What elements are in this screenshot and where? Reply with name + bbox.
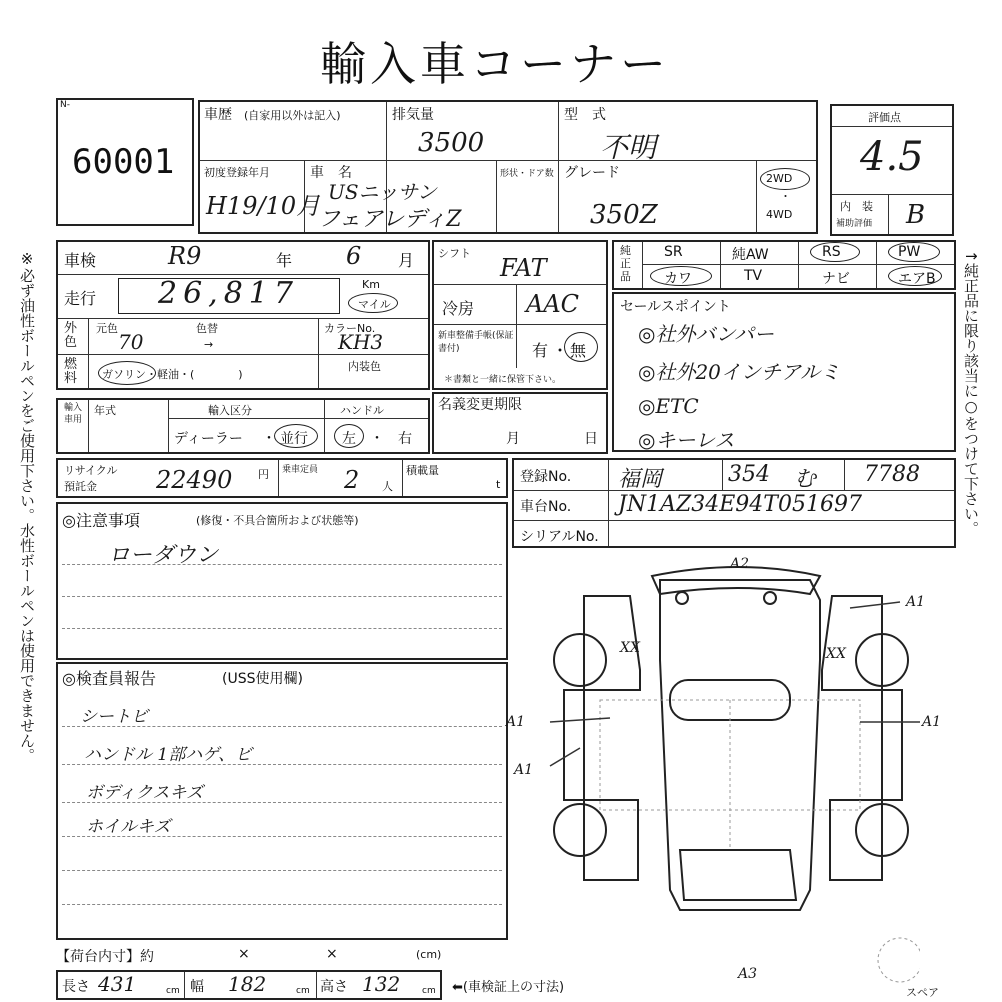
import-year-label: 年式 [94,404,116,417]
import-label: 輸入車用 [64,403,83,425]
mileage-label: 走行 [64,289,97,308]
capacity-value: 2 [344,466,360,494]
diagram-label-left-mid: A1 [506,714,526,730]
sales-point-4: ◎キーレス [638,428,735,452]
name-change-block [432,392,608,454]
notes-label: ◎注意事項 [62,511,140,530]
name-change-day: 日 [584,431,598,447]
interior-value: B [906,200,926,230]
cargo-label: 【荷台内寸】約 [56,949,154,965]
inspector-line-2: ハンドル 1部ハゲ、ビ [84,745,253,765]
registration-label: 登録No. [520,469,572,485]
genuine-leather-circle [650,266,712,286]
inspector-line-1: シートビ [80,707,148,727]
name-change-label: 名義変更期限 [438,397,522,413]
import-class-label: 輸入区分 [208,404,252,417]
interior-color-label: 内装色 [348,360,381,373]
inspector-sub: (USS使用欄) [222,671,303,687]
history-note: (自家用以外は記入) [244,109,341,122]
dims-length: 431 [98,972,137,996]
drive-dot: ・ [780,190,791,203]
dims-width-label: 幅 [190,979,204,995]
serial-label: シリアルNo. [520,529,599,545]
registration-kana: む [794,467,817,492]
diagram-label-top: A2 [730,556,750,572]
registration-office: 福岡 [618,467,663,492]
car-damage-diagram [520,550,920,990]
displacement-label: 排気量 [392,107,434,123]
diagram-label-front-right: XX [826,646,846,662]
grade-label: グレード [564,165,620,181]
shape-door-label: 形状・ドア数 [500,169,554,179]
notes-section [56,502,508,660]
orig-color-value: 70 [118,330,144,354]
mileage-unit-km: Km [362,278,380,291]
model-value: 不明 [600,131,657,164]
sales-point-3: ◎ETC [638,394,699,418]
inspection-year-unit: 年 [276,251,293,270]
inspection-year: R9 [168,242,202,270]
diagram-label-bottom: A3 [738,966,758,982]
genuine-pw: PW [898,244,921,260]
side-note-right: ↑純正品に限り該当に○をつけて下さい。 [962,250,980,536]
history-label: 車歴 [204,107,232,123]
inspection-month-unit: 月 [398,251,415,270]
genuine-tv: TV [744,268,763,284]
dims-height-unit: cm [422,986,436,996]
interior-label2: 補助評価 [836,219,873,229]
registration-block [512,458,956,548]
diagram-label-right-mid: A1 [922,714,942,730]
maintenance-yes: 有 [532,341,549,360]
mileage-unit-mile: マイル [358,298,391,311]
dims-note: ⬅(車検証上の寸法) [452,980,565,995]
genuine-navi: ナビ [822,271,850,287]
genuine-sr: SR [664,244,683,260]
genuine-airbag-circle [888,266,942,286]
recycle-label2: 預託金 [64,480,97,493]
color-arrow: → [204,338,214,351]
chassis-value: JN1AZ34E94T051697 [618,492,862,517]
genuine-pw-circle [888,242,940,262]
first-reg-value: H19/10月 [206,192,321,220]
inspection-month: 6 [346,242,362,270]
import-left: 左 [342,431,356,447]
genuine-leather: カワ [664,271,692,287]
diagram-label-front-left: XX [620,640,640,656]
maintenance-no-circle [564,332,598,362]
cargo-x1: × [238,946,250,962]
genuine-aw: 純AW [732,247,769,263]
shift-value: FAT [500,254,547,282]
top-info-block [198,100,818,234]
dims-width: 182 [228,972,267,996]
import-right: 右 [398,431,412,447]
import-block [56,398,430,454]
page-title: 輸入車コーナー [320,38,670,90]
maintenance-no: 無 [570,341,587,360]
vehicle-detail-block [56,240,430,390]
recycle-label1: リサイクル [64,464,118,477]
outer-color-label: 外色 [64,321,78,350]
model-label: 型 式 [564,107,606,123]
recycle-block [56,458,508,498]
import-parallel: 並行 [280,431,308,447]
displacement-value: 3500 [418,128,485,158]
import-dealer: ディーラー [174,431,243,447]
score-box [830,104,954,236]
registration-class: 354 [728,462,770,487]
chassis-label: 車台No. [520,499,572,515]
drive-2wd-circle [760,168,810,190]
maintenance-note: ＊書類と一緒に保管下さい。 [444,375,562,385]
side-note-left: ※必ず油性ボールペンをご使用下さい。水性ボールペンは使用できません。 [18,250,36,763]
ac-value: AAC [526,290,580,318]
capacity-unit: 人 [382,480,393,493]
genuine-airbag: エアB [898,271,936,287]
score-value: 4.5 [860,134,924,180]
registration-number: 7788 [864,462,920,487]
import-parallel-circle [274,424,318,448]
car-name-label: 車 名 [310,165,352,181]
spare-label: スペア [906,986,939,999]
load-label: 積載量 [406,464,439,477]
fuel-label: 燃料 [64,357,78,386]
sales-point-1: ◎社外バンパー [638,322,775,346]
diagram-label-left-low: A1 [514,762,534,778]
fuel-options: ガソリン・軽油・( ) [102,368,243,381]
inspector-line-4: ホイルキズ [86,817,171,837]
orig-color-label: 元色 [96,322,118,335]
sales-points-box [612,292,956,452]
dims-height-label: 高さ [320,979,348,995]
sales-point-2: ◎社外20インチアルミ [638,360,841,384]
cargo-x2: × [326,946,338,962]
lot-prefix: N- [60,100,70,110]
grade-value: 350Z [590,200,658,230]
load-unit: t [496,478,501,491]
genuine-rs-circle [810,242,860,262]
genuine-label: 純正品 [620,244,631,283]
sales-points-label: セールスポイント [620,299,731,315]
mileage-value: 26,817 [158,276,299,311]
color-code-label: カラーNo. [324,322,376,335]
recycle-unit: 円 [258,468,269,481]
ac-label: 冷房 [442,299,475,318]
car-name-value1: USニッサン [328,180,437,204]
color-code-value: KH3 [338,330,384,354]
import-handle-label: ハンドル [340,404,384,417]
dims-length-label: 長さ [62,979,90,995]
dims-width-unit: cm [296,986,310,996]
genuine-parts-grid [612,240,956,290]
recycle-value: 22490 [156,466,233,494]
change-color-label: 色替 [196,322,218,335]
first-reg-label: 初度登録年月 [204,166,270,179]
maintenance-label: 新車整備手帳(保証書付) [438,331,514,354]
fuel-gasoline-circle [98,361,156,385]
capacity-label: 乗車定員 [282,465,319,475]
notes-line-1: ローダウン [108,543,219,568]
shift-block [432,240,608,390]
score-label: 評価点 [868,111,901,124]
maintenance-dot: ・ [552,341,569,360]
inspector-label: ◎検査員報告 [62,669,156,688]
dims-height: 132 [362,972,401,996]
drive-2wd: 2WD [766,172,793,185]
diagram-label-right-top: A1 [906,594,926,610]
import-dot2: ・ [370,431,384,447]
lot-box [56,98,194,226]
inspection-label: 車検 [64,251,97,270]
interior-label1: 内 装 [840,200,873,213]
dims-length-unit: cm [166,986,180,996]
notes-sub: (修復・不具合箇所および状態等) [196,514,359,527]
inspector-section [56,662,508,940]
import-dot1: ・ [262,431,276,447]
dims-row [56,970,442,1000]
car-name-value2: フェアレディZ [318,207,462,232]
cargo-unit: (cm) [416,948,442,961]
genuine-rs: RS [822,244,841,260]
mileage-unit-circle [348,293,398,313]
drive-4wd: 4WD [766,208,793,221]
import-left-circle [334,424,364,448]
name-change-month: 月 [506,431,520,447]
shift-label: シフト [438,247,471,260]
inspector-line-3: ボディクスキズ [86,783,204,803]
lot-number: 60001 [72,142,175,182]
